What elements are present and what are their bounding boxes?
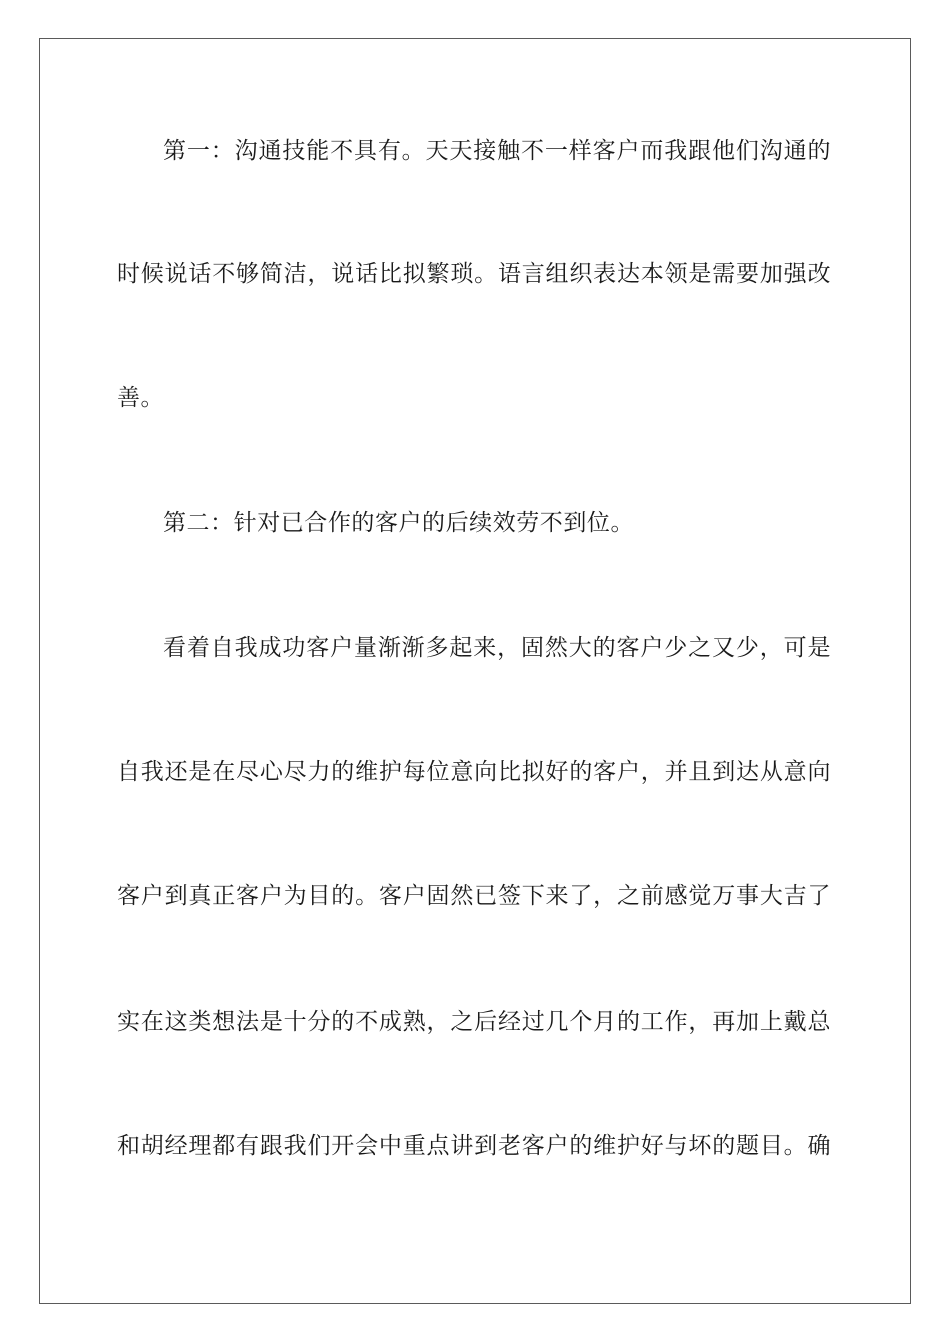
paragraph-1-line-1: 第一：沟通技能不具有。天天接触不一样客户而我跟他们沟通的 [163,138,831,164]
page-border [39,38,911,1304]
paragraph-2-line-1: 第二：针对已合作的客户的后续效劳不到位。 [163,510,634,536]
paragraph-1-line-2: 时候说话不够简洁，说话比拟繁琐。语言组织表达本领是需要加强改 [117,261,831,287]
paragraph-3-line-4: 实在这类想法是十分的不成熟，之后经过几个月的工作，再加上戴总 [117,1009,831,1035]
paragraph-3-line-2: 自我还是在尽心尽力的维护每位意向比拟好的客户，并且到达从意向 [117,759,831,785]
paragraph-1-line-3: 善。 [117,385,165,411]
paragraph-3-line-5: 和胡经理都有跟我们开会中重点讲到老客户的维护好与坏的题目。确 [117,1133,831,1159]
paragraph-3-line-3: 客户到真正客户为目的。客户固然已签下来了，之前感觉万事大吉了 [117,883,831,909]
paragraph-3-line-1: 看着自我成功客户量渐渐多起来，固然大的客户少之又少，可是 [163,635,831,661]
